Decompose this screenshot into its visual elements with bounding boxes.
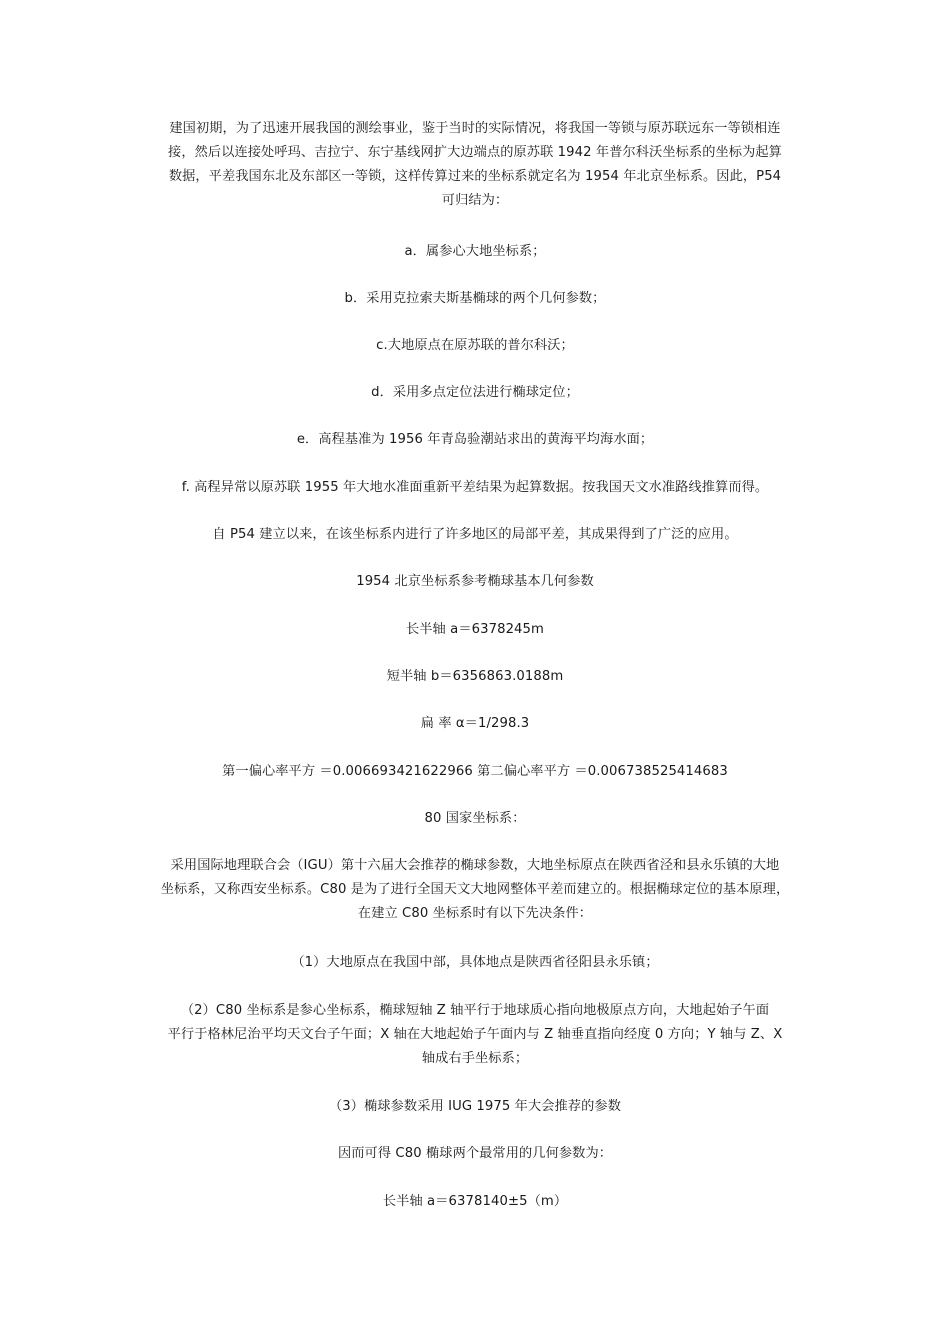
c80-condition-2-line-1: （2）C80 坐标系是参心坐标系，椭球短轴 Z 轴平行于地球质心指向地极原点方向，大地起始子午面 (180, 1003, 770, 1018)
c80-params-intro: 因而可得 C80 椭球两个最常用的几何参数为： (337, 1146, 613, 1161)
c80-description-line-3: 在建立 C80 坐标系时有以下先决条件： (357, 906, 593, 921)
p54-item-a: a．属参心大地坐标系； (404, 244, 546, 259)
c80-description-line-1: 采用国际地理联合会（IGU）第十六届大会推荐的椭球参数，大地坐标原点在陕西省泾和县永乐镇的大地 (170, 858, 780, 873)
params-1954-flattening: 扁 率 α＝1/298.3 (420, 716, 530, 731)
c80-condition-2-line-3: 轴成右手坐标系； (421, 1051, 529, 1066)
intro-line-3: 数据，平差我国东北及东部区一等锁，这样传算过来的坐标系就定名为 1954 年北京坐标系。因此，P54 (168, 169, 782, 184)
intro-line-1: 建国初期，为了迅速开展我国的测绘事业，鉴于当时的实际情况，将我国一等锁与原苏联远东一等锁相连 (169, 121, 781, 136)
params-1954-heading: 1954 北京坐标系参考椭球基本几何参数 (356, 574, 594, 589)
intro-line-2: 接，然后以连接处呼玛、吉拉宁、东宁基线网扩大边端点的原苏联 1942 年普尔科沃坐标系的坐标为起算 (168, 145, 782, 160)
c80-heading: 80 国家坐标系： (424, 811, 526, 826)
c80-description-line-2: 坐标系，又称西安坐标系。C80 是为了进行全国天文大地网整体平差而建立的。根据椭球定位的基本原理， (160, 882, 790, 897)
c80-semi-major: 长半轴 a＝6378140±5（m） (382, 1194, 568, 1209)
p54-item-e: e．高程基准为 1956 年青岛验潮站求出的黄海平均海水面； (296, 432, 654, 447)
p54-item-c: c.大地原点在原苏联的普尔科沃； (376, 338, 574, 353)
params-1954-semi-major: 长半轴 a＝6378245m (405, 622, 544, 637)
p54-item-b: b．采用克拉索夫斯基椭球的两个几何参数； (344, 291, 606, 306)
params-1954-semi-minor: 短半轴 b＝6356863.0188m (386, 669, 564, 684)
p54-item-f: f. 高程异常以原苏联 1955 年大地水准面重新平差结果为起算数据。按我国天文水准路线推算而得。 (181, 480, 769, 495)
c80-condition-3: （3）椭球参数采用 IUG 1975 年大会推荐的参数 (329, 1099, 621, 1114)
c80-condition-2-line-2: 平行于格林尼治平均天文台子午面；X 轴在大地起始子午面内与 Z 轴垂直指向经度 0 方向；Y 轴与 Z、X (167, 1027, 783, 1042)
p54-summary: 自 P54 建立以来，在该坐标系内进行了许多地区的局部平差，其成果得到了广泛的应用。 (212, 527, 738, 542)
intro-line-4: 可归结为： (441, 193, 509, 208)
p54-item-d: d．采用多点定位法进行椭球定位； (371, 385, 579, 400)
params-1954-eccentricity: 第一偏心率平方 ＝0.006693421622966 第二偏心率平方 ＝0.006738525414683 (222, 764, 728, 779)
c80-condition-1: （1）大地原点在我国中部，具体地点是陕西省径阳县永乐镇； (291, 955, 659, 970)
